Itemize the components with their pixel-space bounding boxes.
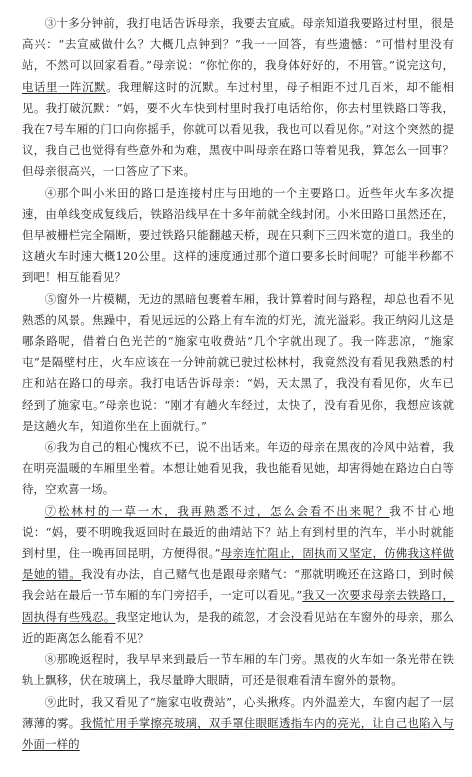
paragraph-5-text-1: ⑤窗外一片模糊，无边的黑暗包裹着车厢，我计算着时间与路程，却总也看不见熟悉的风景。焦躁中，看见远远的公路上有车流的灯光，流光溢彩。我正纳闷儿这是哪条路呢，借着白色光芒的“施家屯收费站”几个字就出现了。我一阵悲凉，“施家屯”是隔壁村庄，火车应该在一分钟前就已驶过松林村，我竟然没有看见我熟悉的村庄和站在路口的母亲。我打电话告诉母亲：“妈，天太黑了，我没有看见你，火车已经到了施家屯。”母亲也说：“刚才有趟火车经过，太快了，没有看见你，我想应该就是这趟火车，知道你坐在上面就行。” <box>22 291 454 433</box>
paragraph-7-underlined-3: 我又一次要求母亲去铁路口，固执得有些残忍。 <box>22 588 454 624</box>
paragraph-6 <box>22 437 454 501</box>
paragraph-6-text-1: ⑥我为自己的粗心愧疚不已，说不出话来。年迈的母亲在黑夜的冷风中站着，我在明亮温暖的车厢里坐着。本想让她看见我，我也能看见她，却害得她在路边白白等待，空欢喜一场。 <box>22 440 454 497</box>
paragraph-8 <box>22 649 454 691</box>
paragraph-9-text-1: ⑨此时，我又看见了“施家屯收费站”，心头揪疼。内外温差大，车窗内起了一层薄薄的雾。 <box>22 694 454 730</box>
paragraph-7-underlined-1: ⑦松林村的一草一木，我再熟悉不过，怎么会看不出来呢？ <box>44 503 390 518</box>
paragraph-4-text-1: ④那个叫小米田的路口是连接村庄与田地的一个主要路口。近些年火车多次提速，由单线变成复线后，铁路沿线早在十多年前就全线封闭。小米田路口虽然还在，但早被栅栏完全隔断，要过铁路只能翻越天桥，现在只剩下三四米宽的道口。我坐的这趟火车时速大概120公里。这样的速度通过那个道口要多长时间呢？可能半秒都不到吧！相互能看见？ <box>22 185 454 285</box>
paragraph-7-text-3: 我坚定地认为，是我的疏忽，才会没看见站在车窗外的母亲，那么近的距离怎么能看不见？ <box>22 609 454 645</box>
paragraph-7-text-1: 我不甘心地说：“妈，要不明晚我返回时在最近的曲靖站下？站上有到村里的汽车，半小时就能到村里，住一晚再回昆明，方便得很。” <box>22 503 454 561</box>
paragraph-3 <box>22 13 454 183</box>
paragraph-7-text-2: 我没有办法，自己赌气也是跟母亲赌气：“那就明晚还在这路口，到时候我会站在最后一节车厢的车门旁招手，一定可以看见。” <box>22 567 454 603</box>
paragraph-3-text-2: 。我理解这时的沉默。车过村里，母子相距不过几百米，却不能相见。我打破沉默：“妈，要不火车快到村里时我打电话给你，你去村里铁路口等我，我在7号车厢的门口向你摇手，你就可以看见我，我也可以看见你。”对这个突然的提议，我自己也觉得有些意外和为难，黑夜中叫母亲在路口等着见我，算怎么一回事？但母亲很高兴，一口答应了下来。 <box>22 79 454 179</box>
paragraph-7 <box>22 501 454 649</box>
paragraph-3-underlined-1: 电话里一阵沉默 <box>22 79 107 94</box>
document-page <box>22 13 454 755</box>
paragraph-4 <box>22 183 454 289</box>
paragraph-8-text-1: ⑧那晚返程时，我早早来到最后一节车厢的车门旁。黑夜的火车如一条光带在铁轨上飘移，伏在玻璃上，我尽量睁大眼睛，可还是很难看清车窗外的景物。 <box>22 652 454 688</box>
paragraph-7-underlined-2: 母亲连忙阻止，固执而又坚定，仿佛我这样做是她的错。 <box>22 546 454 582</box>
paragraph-5 <box>22 289 454 437</box>
paragraph-9-underlined-1: 我慌忙用手掌擦亮玻璃，双手罩住眼眶透指车内的亮光，让自己也陷入与外面一样的 <box>22 715 454 751</box>
paragraph-3-text-1: ③十多分钟前，我打电话告诉母亲，我要去宜威。母亲知道我要路过村里，很是高兴：“去宣威做什么？大概几点钟到？”我一一回答，有些遗憾：“可惜村里没有站，不然可以回家看看。”母亲说：“你忙你的，我身体好好的，不用管。”说完这句， <box>22 16 454 73</box>
paragraph-9 <box>22 692 454 756</box>
